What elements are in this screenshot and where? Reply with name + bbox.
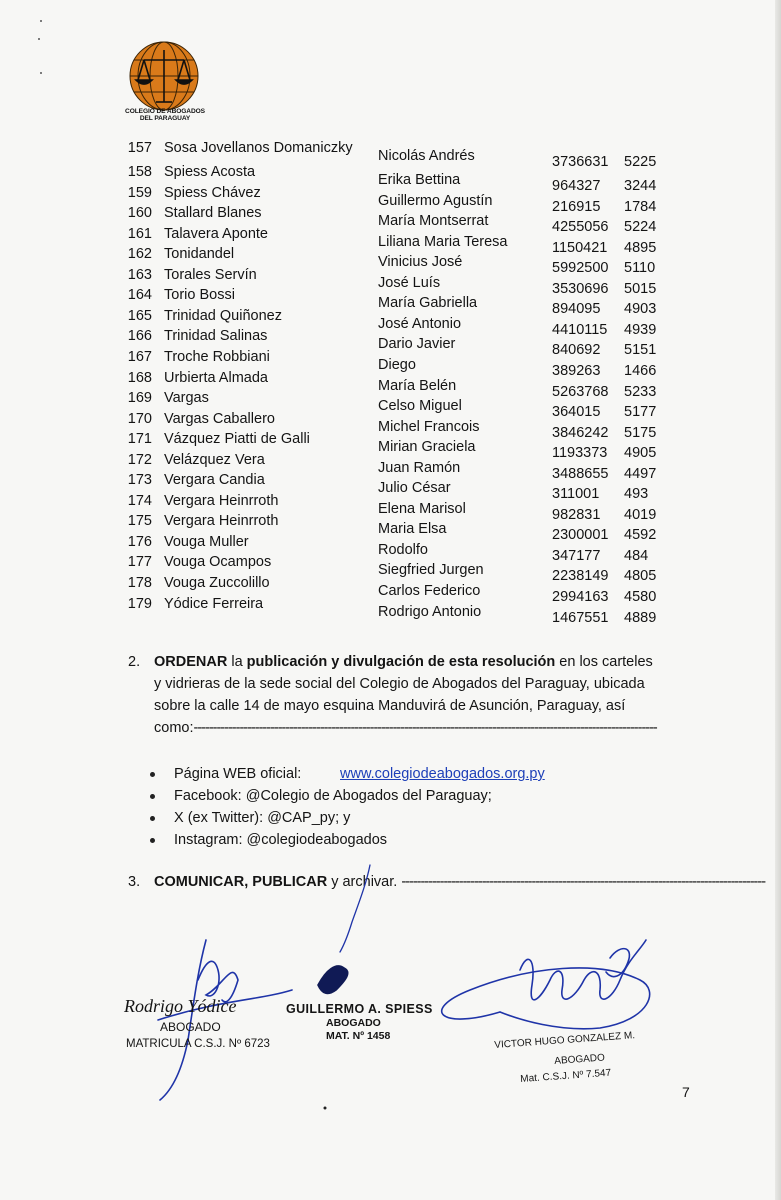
row-given-name: Vinicius José	[378, 254, 463, 270]
row-surname: Yódice Ferreira	[164, 596, 264, 612]
row-surname: Vouga Muller	[164, 534, 249, 550]
item2-line4-text: como:	[154, 720, 194, 736]
row-registration: 4580	[624, 589, 657, 605]
row-registration: 4905	[624, 445, 657, 461]
item2-number: 2.	[128, 654, 141, 670]
row-registration: 4895	[624, 240, 657, 256]
row-registration: 5233	[624, 384, 657, 400]
row-number: 166	[127, 328, 152, 344]
row-id-number: 982831	[552, 507, 601, 523]
item3-dashes: -----------------------------------------------------------------------------------------------	[401, 874, 766, 890]
row-number: 173	[127, 472, 152, 488]
row-surname: Vergara Candia	[164, 472, 265, 488]
row-given-name: Dario Javier	[378, 336, 456, 352]
item2-line3: sobre la calle 14 de mayo esquina Manduvirá de Asunción, Paraguay, así	[154, 698, 626, 714]
row-id-number: 1150421	[552, 240, 608, 256]
row-surname: Spiess Chávez	[164, 185, 261, 201]
item3-number: 3.	[128, 874, 141, 890]
row-number: 162	[127, 246, 152, 262]
row-id-number: 2994163	[552, 589, 609, 605]
logo-caption-line2: DEL PARAGUAY	[139, 115, 191, 122]
row-surname: Urbierta Almada	[164, 370, 268, 386]
row-surname: Vouga Ocampos	[164, 554, 272, 570]
row-id-number: 2238149	[552, 568, 609, 584]
sig1-reg: MATRICULA C.S.J. Nº 6723	[126, 1038, 270, 1050]
ink-speck	[324, 1107, 327, 1110]
row-number: 159	[127, 185, 152, 201]
row-surname: Torio Bossi	[164, 287, 235, 303]
row-number: 176	[127, 534, 152, 550]
row-number: 167	[127, 349, 152, 365]
row-registration: 5225	[624, 154, 657, 170]
row-given-name: Erika Bettina	[378, 172, 461, 188]
row-registration: 5110	[624, 260, 656, 276]
row-id-number: 216915	[552, 199, 601, 215]
row-id-number: 964327	[552, 178, 601, 194]
row-registration: 3244	[624, 178, 657, 194]
row-id-number: 5263768	[552, 384, 609, 400]
row-registration: 4019	[624, 507, 657, 523]
row-number: 178	[127, 575, 152, 591]
item2-line2: y vidrieras de la sede social del Colegio de Abogados del Paraguay, ubicada	[154, 676, 645, 692]
row-number: 165	[127, 308, 152, 324]
item2-bold1: ORDENAR	[154, 654, 228, 670]
row-given-name: Mirian Graciela	[378, 439, 476, 455]
sig2-stroke-a	[340, 865, 370, 952]
row-given-name: Julio César	[378, 480, 451, 496]
row-number: 171	[127, 431, 152, 447]
row-registration: 1784	[624, 199, 657, 215]
row-surname: Stallard Blanes	[164, 205, 262, 221]
row-surname: Torales Servín	[164, 267, 257, 283]
row-registration: 4889	[624, 610, 657, 626]
row-surname: Talavera Aponte	[164, 226, 268, 242]
item2-text2: en los carteles	[555, 654, 653, 670]
instagram-text: Instagram: @colegiodeabogados	[174, 832, 388, 848]
row-registration: 1466	[624, 363, 657, 379]
row-id-number: 2300001	[552, 527, 609, 543]
row-registration: 5015	[624, 281, 657, 297]
row-registration: 5224	[624, 219, 657, 235]
row-surname: Vargas	[164, 390, 209, 406]
row-number: 168	[127, 370, 152, 386]
row-given-name: María Gabriella	[378, 295, 478, 311]
row-number: 177	[127, 554, 152, 570]
row-surname: Vargas Caballero	[164, 411, 275, 427]
row-id-number: 894095	[552, 301, 601, 317]
row-given-name: Siegfried Jurgen	[378, 562, 484, 578]
row-registration: 5177	[624, 404, 657, 420]
logo-caption-line1: COLEGIO DE ABOGADOS	[125, 108, 205, 115]
item3-text: y archivar.	[327, 874, 398, 890]
row-surname: Vouga Zuccolillo	[164, 575, 270, 591]
row-registration: 5151	[624, 342, 657, 358]
sig2-reg: MAT. Nº 1458	[326, 1030, 391, 1042]
row-id-number: 3530696	[552, 281, 609, 297]
sig2-title: ABOGADO	[326, 1017, 381, 1029]
row-registration: 5175	[624, 425, 657, 441]
sig2-name: GUILLERMO A. SPIESS	[286, 1002, 433, 1016]
row-registration: 4497	[624, 466, 657, 482]
sig3-loop	[442, 968, 650, 1029]
row-surname: Trinidad Salinas	[164, 328, 268, 344]
row-given-name: Nicolás Andrés	[378, 148, 475, 164]
row-registration: 4939	[624, 322, 657, 338]
row-id-number: 3846242	[552, 425, 609, 441]
row-given-name: Diego	[378, 357, 416, 373]
row-given-name: Maria Elsa	[378, 521, 447, 537]
sig1-title: ABOGADO	[160, 1020, 221, 1034]
row-number: 164	[127, 287, 152, 303]
row-surname: Spiess Acosta	[164, 164, 256, 180]
row-number: 170	[127, 411, 152, 427]
sig3-reg: Mat. C.S.J. Nº 7.547	[520, 1067, 612, 1085]
row-given-name: María Montserrat	[378, 213, 489, 229]
row-given-name: Carlos Federico	[378, 583, 481, 599]
item2-text1: la	[227, 654, 247, 670]
row-registration: 484	[624, 548, 649, 564]
row-given-name: María Belén	[378, 378, 457, 394]
row-given-name: Juan Ramón	[378, 460, 461, 476]
row-given-name: Guillermo Agustín	[378, 193, 493, 209]
row-number: 161	[127, 226, 152, 242]
row-surname: Velázquez Vera	[164, 452, 265, 468]
row-surname: Tonidandel	[164, 246, 235, 262]
row-surname: Vergara Heinrroth	[164, 513, 279, 529]
sig1-name: Rodrigo Yódice	[124, 996, 237, 1016]
row-number: 157	[127, 140, 152, 156]
row-given-name: José Luís	[378, 275, 441, 291]
row-id-number: 4255056	[552, 219, 609, 235]
web-label: Página WEB oficial:	[174, 766, 302, 782]
row-surname: Trinidad Quiñonez	[164, 308, 282, 324]
row-number: 163	[127, 267, 152, 283]
row-id-number: 5992500	[552, 260, 609, 276]
page-number: 7	[682, 1084, 690, 1100]
row-registration: 4805	[624, 568, 657, 584]
sig3-title: ABOGADO	[554, 1052, 606, 1067]
row-registration: 493	[624, 486, 649, 502]
web-link[interactable]: www.colegiodeabogados.org.py	[340, 766, 545, 782]
row-surname: Sosa Jovellanos Domaniczky	[164, 140, 353, 156]
row-id-number: 1467551	[552, 610, 609, 626]
row-given-name: Rodolfo	[378, 542, 428, 558]
row-given-name: Celso Miguel	[378, 398, 462, 414]
row-registration: 4903	[624, 301, 657, 317]
row-number: 160	[127, 205, 152, 221]
item2-bold2: publicación y divulgación de esta resolución	[246, 654, 556, 670]
row-given-name: José Antonio	[378, 316, 462, 332]
row-id-number: 311001	[552, 486, 600, 502]
row-given-name: Liliana Maria Teresa	[378, 234, 508, 250]
row-id-number: 1193373	[552, 445, 608, 461]
twitter-text: X (ex Twitter): @CAP_py; y	[174, 810, 351, 826]
row-number: 174	[127, 493, 152, 509]
row-id-number: 840692	[552, 342, 601, 358]
sig3-name: VICTOR HUGO GONZALEZ M.	[494, 1030, 636, 1051]
row-id-number: 347177	[552, 548, 601, 564]
row-number: 158	[127, 164, 152, 180]
row-id-number: 364015	[552, 404, 601, 420]
row-surname: Vergara Heinrroth	[164, 493, 279, 509]
row-number: 179	[127, 596, 152, 612]
row-number: 172	[127, 452, 152, 468]
row-surname: Vázquez Piatti de Galli	[164, 431, 310, 447]
row-surname: Troche Robbiani	[164, 349, 270, 365]
row-number: 175	[127, 513, 152, 529]
row-registration: 4592	[624, 527, 657, 543]
row-id-number: 3488655	[552, 466, 609, 482]
row-id-number: 4410115	[552, 322, 608, 338]
item2-line4-dashes: -------------------------------------------------------------------------------------------------------------------------	[193, 720, 657, 736]
row-given-name: Michel Francois	[378, 419, 480, 435]
row-number: 169	[127, 390, 152, 406]
row-id-number: 389263	[552, 363, 601, 379]
item3-bold: COMUNICAR, PUBLICAR	[154, 874, 328, 890]
sig2-blot	[318, 966, 348, 993]
row-given-name: Rodrigo Antonio	[378, 604, 482, 620]
row-id-number: 3736631	[552, 154, 609, 170]
facebook-text: Facebook: @Colegio de Abogados del Paraguay;	[174, 788, 492, 804]
row-given-name: Elena Marisol	[378, 501, 466, 517]
